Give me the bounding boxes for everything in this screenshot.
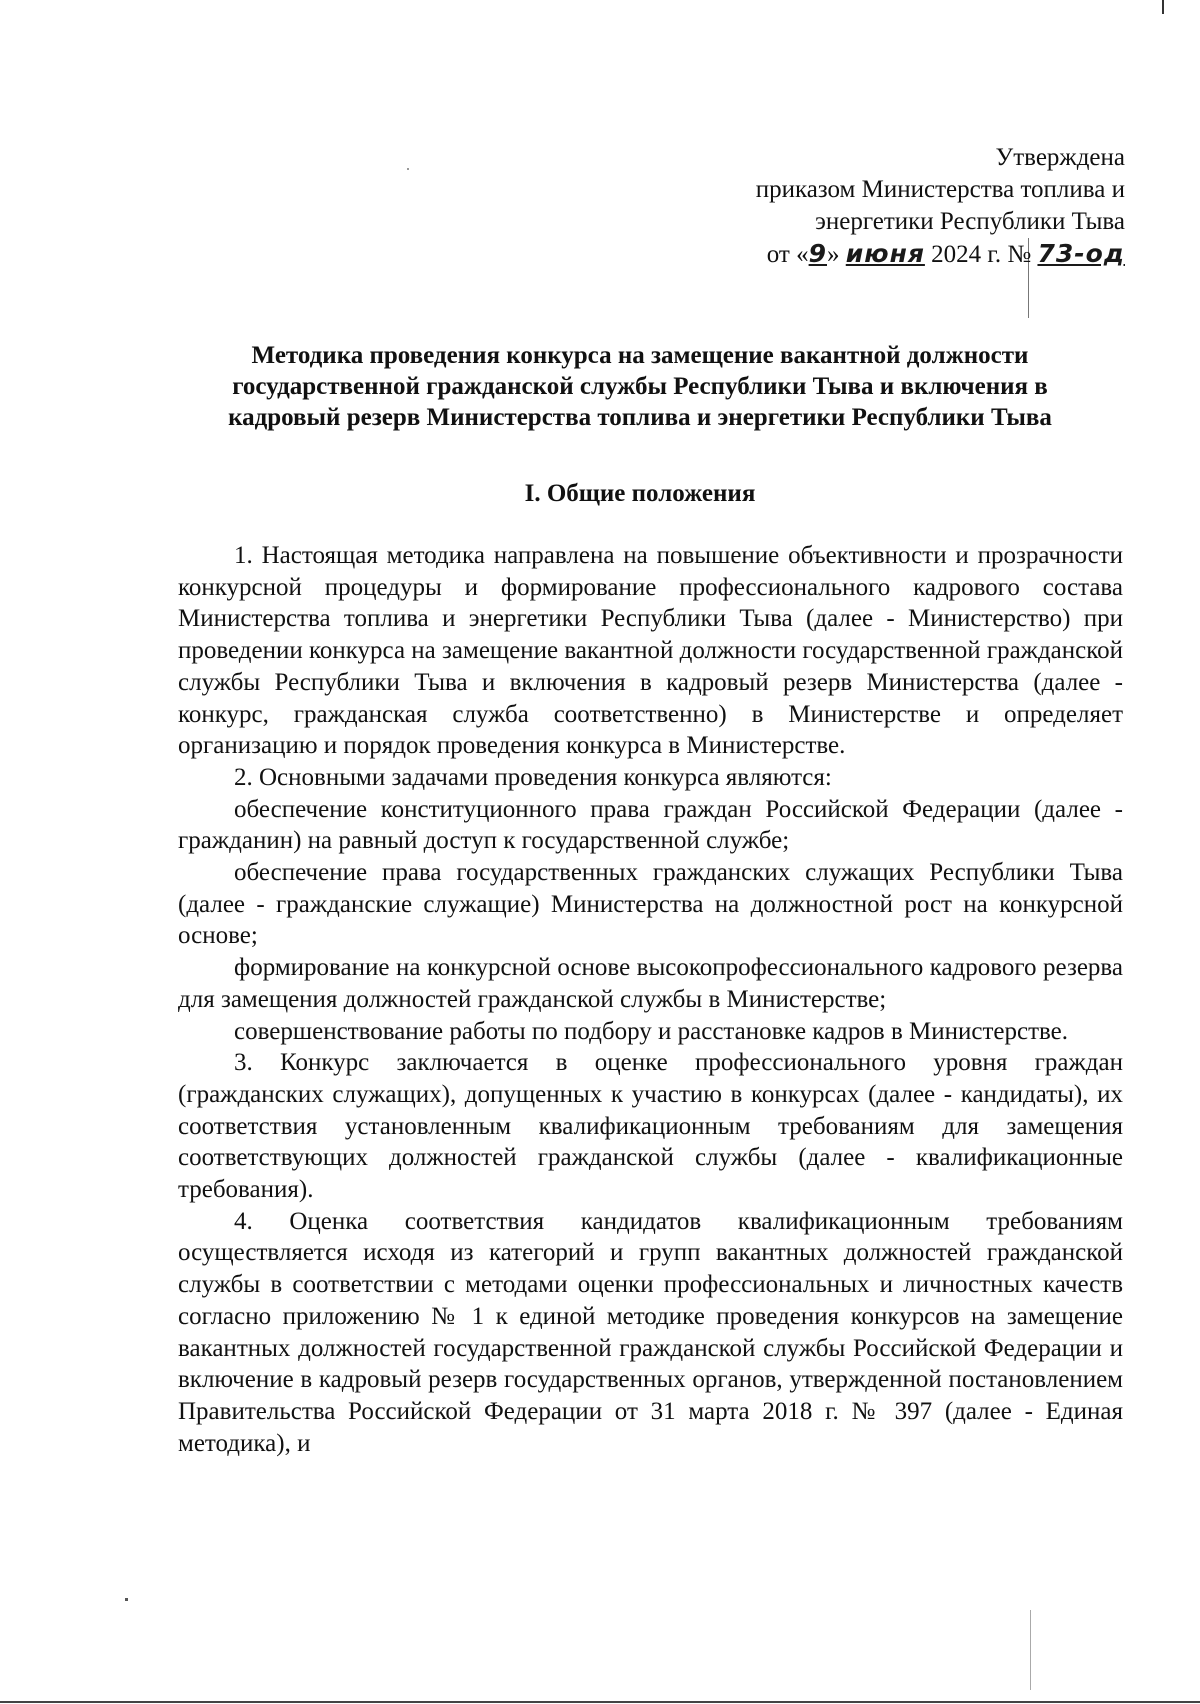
paragraph-2-item-2: обеспечение права государственных гражданских служащих Республики Тыва (далее - гражданские служащие) Министерства на должностной рост на конкурсной основе; bbox=[178, 859, 1123, 950]
paragraph-2-item-3: формирование на конкурсной основе высокопрофессионального кадрового резерва для замещения должностей гражданской службы в Министерстве; bbox=[178, 954, 1123, 1013]
scan-speck bbox=[407, 168, 409, 170]
approval-line-3: энергетики Республики Тыва bbox=[815, 208, 1125, 235]
handwritten-month: июня bbox=[845, 239, 925, 268]
approval-line-2: приказом Министерства топлива и bbox=[755, 176, 1125, 203]
scan-edge-mark-top bbox=[1162, 0, 1164, 14]
title-line-1: Методика проведения конкурса на замещение вакантной должности bbox=[251, 342, 1029, 369]
paragraph-2: 2. Основными задачами проведения конкурса являются: bbox=[234, 763, 832, 791]
paragraph-2-item-1: обеспечение конституционного права граждан Российской Федерации (далее - гражданин) на равный доступ к государственной службе; bbox=[178, 795, 1123, 855]
title-line-2: государственной гражданской службы Республики Тыва и включения в bbox=[232, 373, 1048, 400]
paragraph-3: 3. Конкурс заключается в оценке профессионального уровня граждан (гражданских служащих), допущенных к участию в конкурсах (далее - кандидаты), их соответствия установленным квалификационным требованиям для замещения соответствующих должностей гражданской службы (далее - квалификационные требования). bbox=[178, 1049, 1123, 1204]
paragraph-2-item-4: совершенствование работы по подбору и расстановке кадров в Министерстве. bbox=[234, 1017, 1069, 1045]
paragraph-1: 1. Настоящая методика направлена на повышение объективности и прозрачности конкурсной процедуры и формирование профессионального кадрового состава Министерства топлива и энергетики Республики Тыва (далее - Министерство) при проведении конкурса на замещение вакантной должности государственной гражданской службы Республики Тыва и включения в кадровый резерв Министерства (далее - конкурс, гражданская служба соответственно) в Министерстве и определяет организацию и порядок проведения конкурса в Министерстве. bbox=[178, 542, 1123, 760]
approval-stamp-block bbox=[565, 142, 1125, 271]
handwritten-order-number: 73-од bbox=[1037, 239, 1125, 268]
scan-bottom-edge bbox=[0, 1701, 1200, 1703]
document-title bbox=[160, 340, 1120, 433]
title-line-3: кадровый резерв Министерства топлива и энергетики Республики Тыва bbox=[228, 404, 1052, 431]
date-prefix: от « bbox=[766, 241, 809, 268]
paragraph-4: 4. Оценка соответствия кандидатов квалификационным требованиям осуществляется исходя из категорий и групп вакантных должностей гражданской службы в соответствии с методами оценки профессиональных и личностных качеств согласно приложению № 1 к единой методике проведения конкурсов на замещение вакантных должностей государственной гражданской службы Российской Федерации и включение в кадровый резерв государственных органов, утвержденной постановлением Правительства Российской Федерации от 31 марта 2018 г. № 397 (далее - Единая методика), и bbox=[178, 1207, 1123, 1457]
scan-speck bbox=[125, 1598, 128, 1601]
date-year: 2024 г. № bbox=[924, 241, 1038, 268]
document-body bbox=[178, 540, 1123, 1459]
section-heading: I. Общие положения bbox=[524, 480, 756, 507]
scan-fold-line-lower bbox=[1030, 1610, 1031, 1690]
approval-line-1: Утверждена bbox=[995, 144, 1125, 171]
date-mid: » bbox=[827, 241, 846, 268]
handwritten-day: 9 bbox=[808, 239, 827, 268]
approval-date-line bbox=[565, 238, 1125, 271]
